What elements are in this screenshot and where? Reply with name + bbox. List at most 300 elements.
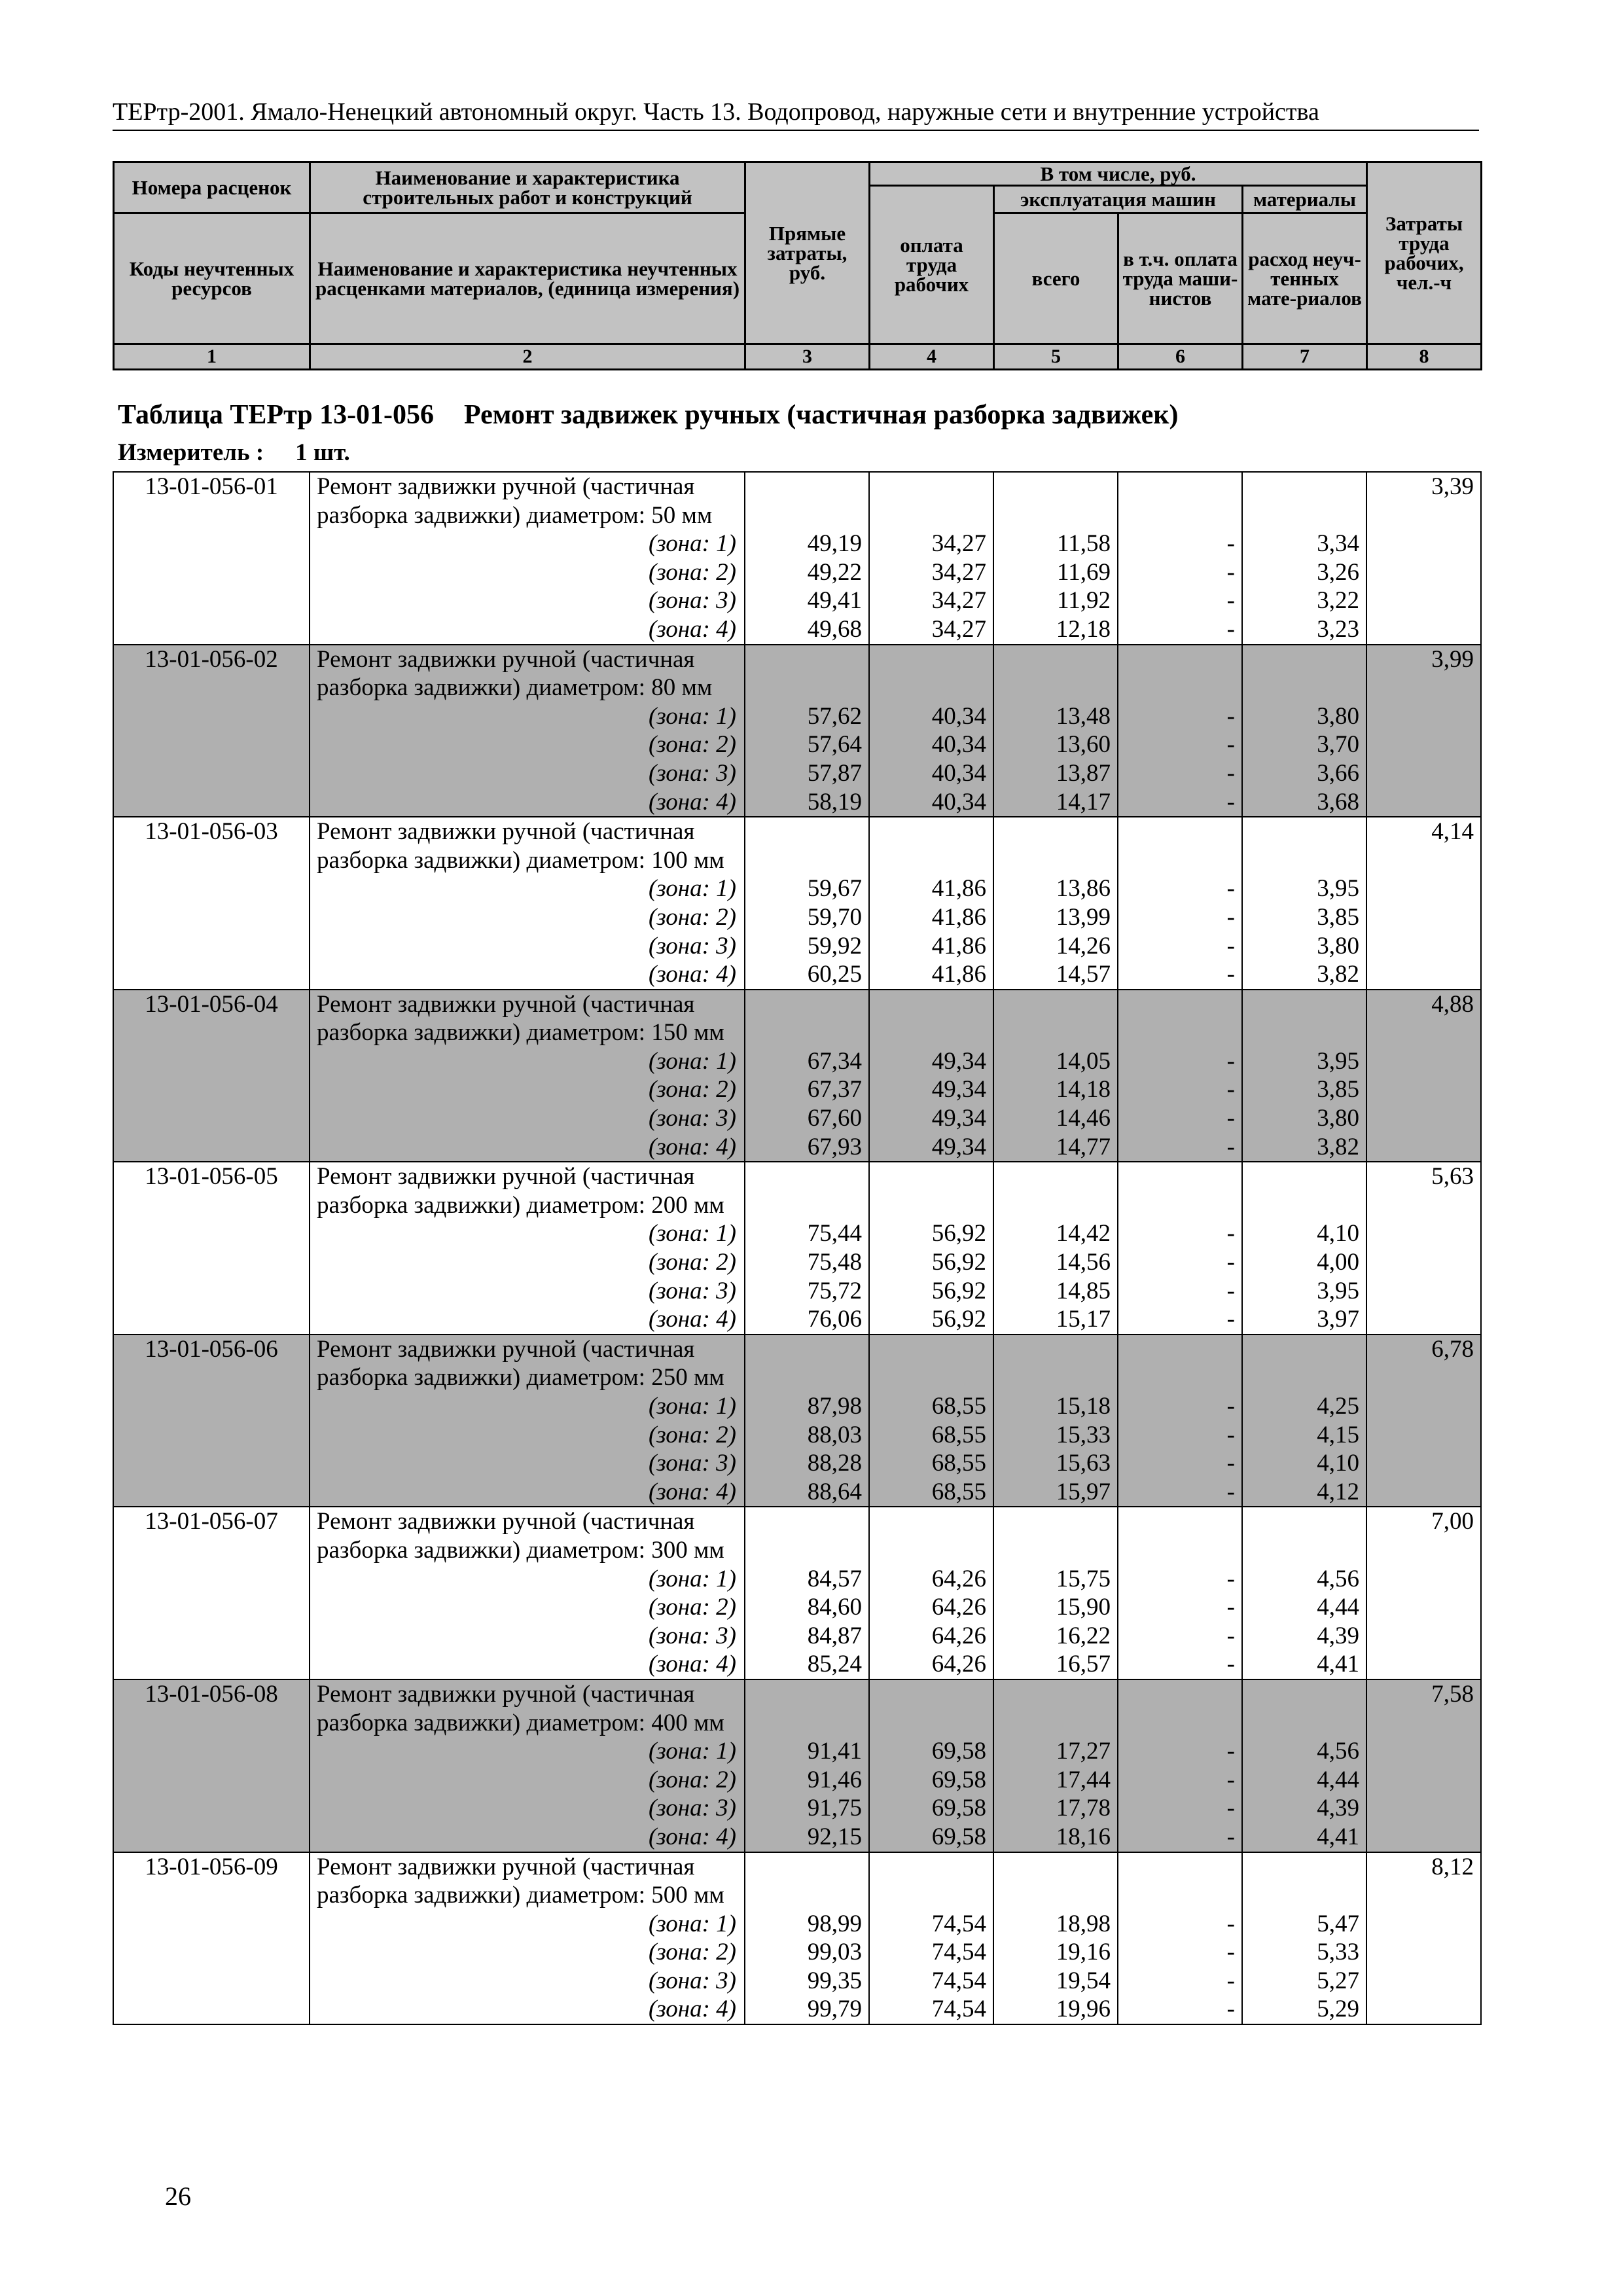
material-cost: 5,27 [1317, 1967, 1359, 1994]
machinist-wage: - [1226, 1249, 1235, 1276]
labor-cost: 7,58 [1431, 1680, 1474, 1708]
machinist-wage-cell [1118, 645, 1242, 817]
labor-cost: 7,00 [1431, 1508, 1474, 1535]
work-name-line: Ремонт задвижки ручной (частичная [317, 1680, 695, 1708]
direct-cost: 91,41 [807, 1738, 862, 1765]
blank-line [1243, 473, 1359, 501]
table-row [113, 817, 1481, 990]
worker-wage: 40,34 [931, 788, 986, 816]
material-cost: 3,70 [1317, 731, 1359, 759]
machine-total: 15,75 [1056, 1565, 1111, 1592]
machinist-wage: - [1226, 932, 1235, 960]
blank-line [745, 473, 862, 501]
rate-code: 13-01-056-05 [145, 1163, 278, 1191]
direct-cost: 84,60 [807, 1594, 862, 1621]
machine-total: 15,63 [1056, 1450, 1111, 1477]
direct-cost: 92,15 [807, 1823, 862, 1850]
zone-label: (зона: 2) [648, 1594, 736, 1621]
work-name-line: разборка задвижки) диаметром: 100 мм [317, 846, 724, 874]
machinist-wage: - [1226, 1478, 1235, 1505]
blank-line [870, 645, 986, 674]
zone-label: (зона: 1) [648, 1565, 736, 1592]
direct-cost-cell [745, 1162, 869, 1335]
blank-line [994, 1018, 1111, 1047]
blank-line [994, 673, 1111, 702]
direct-cost: 59,92 [807, 932, 862, 960]
direct-cost: 88,28 [807, 1450, 862, 1477]
direct-cost-cell [745, 1679, 869, 1852]
material-cost: 3,85 [1317, 1076, 1359, 1103]
labor-cost: 3,39 [1431, 473, 1474, 500]
zone-label: (зона: 2) [648, 731, 736, 759]
machine-total: 13,99 [1056, 903, 1111, 931]
machinist-wage: - [1226, 903, 1235, 931]
material-cost: 3,80 [1317, 1105, 1359, 1132]
work-name-line: Ремонт задвижки ручной (частичная [317, 990, 695, 1018]
machinist-wage: - [1226, 1105, 1235, 1132]
blank-line [1243, 1162, 1359, 1191]
zone-label: (зона: 1) [648, 1047, 736, 1075]
machine-total: 14,18 [1056, 1076, 1111, 1103]
rate-code-cell [113, 1507, 310, 1679]
machine-total-cell [993, 1507, 1118, 1679]
work-name-line: Ремонт задвижки ручной (частичная [317, 1163, 695, 1191]
zone-label: (зона: 3) [648, 759, 736, 787]
material-cost: 4,10 [1317, 1450, 1359, 1477]
col-number: 4 [870, 344, 994, 370]
blank-line [1118, 1363, 1235, 1392]
labor-cost: 4,14 [1431, 818, 1474, 846]
zone-label: (зона: 3) [648, 1105, 736, 1132]
machine-total: 18,98 [1056, 1910, 1111, 1937]
worker-wage: 64,26 [931, 1651, 986, 1678]
machine-total: 13,86 [1056, 875, 1111, 903]
blank-line [1243, 1881, 1359, 1910]
work-name-cell [310, 990, 745, 1162]
material-cost-cell [1242, 1507, 1366, 1679]
labor-cost: 4,88 [1431, 990, 1474, 1018]
worker-wage-cell [869, 817, 993, 990]
blank-line [1243, 645, 1359, 674]
work-name-cell [310, 817, 745, 990]
direct-cost: 60,25 [807, 961, 862, 988]
machine-total: 15,33 [1056, 1421, 1111, 1448]
machine-total-cell [993, 645, 1118, 817]
col-work-name: Наименование и характеристика строительных работ и конструкций [310, 162, 745, 213]
machine-total-cell [993, 1679, 1118, 1852]
worker-wage-cell [869, 1335, 993, 1507]
blank-line [870, 1363, 986, 1392]
zone-label: (зона: 2) [648, 903, 736, 931]
blank-line [1118, 673, 1235, 702]
blank-line [1243, 501, 1359, 530]
blank-line [1118, 1853, 1235, 1882]
direct-cost: 75,48 [807, 1249, 862, 1276]
blank-line [1118, 1680, 1235, 1709]
machine-total: 14,17 [1056, 788, 1111, 816]
col-number: 2 [310, 344, 745, 370]
blank-line [1243, 1709, 1359, 1738]
machine-total: 19,96 [1056, 1996, 1111, 2023]
material-cost: 5,29 [1317, 1996, 1359, 2023]
direct-cost-cell [745, 1335, 869, 1507]
material-cost: 4,56 [1317, 1565, 1359, 1592]
column-header-table [113, 161, 1482, 370]
blank-line [745, 846, 862, 875]
blank-line [1118, 1709, 1235, 1738]
machinist-wage: - [1226, 1738, 1235, 1765]
worker-wage: 68,55 [931, 1478, 986, 1505]
machinist-wage: - [1226, 1306, 1235, 1333]
blank-line [870, 501, 986, 530]
table-row [113, 990, 1481, 1162]
material-cost-cell [1242, 1335, 1366, 1507]
material-cost-cell [1242, 472, 1366, 645]
material-cost: 4,39 [1317, 1622, 1359, 1649]
worker-wage: 69,58 [931, 1823, 986, 1850]
zone-label: (зона: 2) [648, 1249, 736, 1276]
work-name-line: Ремонт задвижки ручной (частичная [317, 1335, 695, 1363]
machinist-wage: - [1226, 961, 1235, 988]
material-cost-cell [1242, 1162, 1366, 1335]
material-cost: 5,47 [1317, 1910, 1359, 1937]
blank-line [745, 1018, 862, 1047]
machine-total: 18,16 [1056, 1823, 1111, 1850]
machine-total: 13,48 [1056, 702, 1111, 730]
labor-cost: 8,12 [1431, 1853, 1474, 1880]
work-name-line: разборка задвижки) диаметром: 500 мм [317, 1882, 724, 1909]
work-name-cell [310, 1162, 745, 1335]
work-name-line: разборка задвижки) диаметром: 80 мм [317, 674, 713, 702]
labor-cost-cell [1366, 1162, 1481, 1335]
worker-wage: 49,34 [931, 1076, 986, 1103]
machine-total: 19,54 [1056, 1967, 1111, 1994]
blank-line [745, 1881, 862, 1910]
col-number: 3 [745, 344, 870, 370]
machine-total: 14,57 [1056, 961, 1111, 988]
direct-cost: 67,37 [807, 1076, 862, 1103]
machinist-wage: - [1226, 1622, 1235, 1649]
direct-cost: 67,60 [807, 1105, 862, 1132]
material-cost: 4,10 [1317, 1220, 1359, 1247]
blank-line [870, 1853, 986, 1882]
machinist-wage: - [1226, 1910, 1235, 1937]
blank-line [1118, 1507, 1235, 1536]
col-worker-wages: оплата труда рабочих [870, 186, 994, 344]
direct-cost: 59,70 [807, 903, 862, 931]
direct-cost-cell [745, 990, 869, 1162]
direct-cost: 49,22 [807, 558, 862, 586]
worker-wage: 34,27 [931, 615, 986, 643]
blank-line [1118, 1335, 1235, 1364]
zone-label: (зона: 2) [648, 1421, 736, 1448]
work-name-cell [310, 1852, 745, 2025]
direct-cost: 75,72 [807, 1277, 862, 1304]
col-number: 5 [994, 344, 1118, 370]
zone-label: (зона: 3) [648, 932, 736, 960]
col-resource-codes: Коды неучтенных ресурсов [114, 213, 310, 344]
material-cost: 3,82 [1317, 1133, 1359, 1160]
machinist-wage: - [1226, 1939, 1235, 1966]
worker-wage: 56,92 [931, 1306, 986, 1333]
direct-cost: 99,35 [807, 1967, 862, 1994]
rate-code: 13-01-056-07 [145, 1508, 278, 1535]
blank-line [1243, 846, 1359, 875]
blank-line [745, 1162, 862, 1191]
labor-cost-cell [1366, 645, 1481, 817]
worker-wage-cell [869, 645, 993, 817]
machine-total: 13,60 [1056, 731, 1111, 759]
unit-label: Измеритель : [118, 439, 264, 466]
col-number: 6 [1118, 344, 1243, 370]
zone-label: (зона: 3) [648, 1795, 736, 1822]
material-cost-cell [1242, 1679, 1366, 1852]
blank-line [1118, 473, 1235, 501]
blank-line [994, 817, 1111, 846]
labor-cost-cell [1366, 1679, 1481, 1852]
blank-line [745, 1536, 862, 1565]
blank-line [1243, 1536, 1359, 1565]
machinist-wage: - [1226, 1795, 1235, 1822]
zone-label: (зона: 1) [648, 530, 736, 558]
blank-line [745, 673, 862, 702]
unit-of-measure [118, 439, 350, 467]
rate-code: 13-01-056-03 [145, 818, 278, 846]
blank-line [745, 1335, 862, 1364]
material-cost: 3,82 [1317, 961, 1359, 988]
zone-label: (зона: 4) [648, 1133, 736, 1160]
blank-line [1243, 1853, 1359, 1882]
worker-wage: 56,92 [931, 1220, 986, 1247]
rate-code-cell [113, 817, 310, 990]
rate-code: 13-01-056-06 [145, 1335, 278, 1363]
labor-cost-cell [1366, 817, 1481, 990]
machinist-wage: - [1226, 1076, 1235, 1103]
machine-total: 14,56 [1056, 1249, 1111, 1276]
rate-code-cell [113, 645, 310, 817]
zone-label: (зона: 3) [648, 1450, 736, 1477]
table-row [113, 1679, 1481, 1852]
machine-total: 15,97 [1056, 1478, 1111, 1505]
direct-cost: 88,64 [807, 1478, 862, 1505]
zone-label: (зона: 2) [648, 1939, 736, 1966]
blank-line [870, 1191, 986, 1220]
material-cost-cell [1242, 990, 1366, 1162]
zone-label: (зона: 4) [648, 1478, 736, 1505]
table-label: Таблица ТЕРтр 13-01-056 [118, 400, 435, 430]
direct-cost: 49,41 [807, 587, 862, 615]
blank-line [994, 473, 1111, 501]
material-cost: 3,80 [1317, 702, 1359, 730]
machine-total: 15,17 [1056, 1306, 1111, 1333]
worker-wage-cell [869, 472, 993, 645]
machine-total: 17,27 [1056, 1738, 1111, 1765]
worker-wage: 40,34 [931, 731, 986, 759]
labor-cost-cell [1366, 472, 1481, 645]
blank-line [994, 990, 1111, 1019]
col-material-consumption: расход неуч-тенных мате-риалов [1243, 213, 1367, 344]
machinist-wage-cell [1118, 990, 1242, 1162]
zone-label: (зона: 1) [648, 1738, 736, 1765]
rates-table [113, 471, 1482, 2025]
col-rate-numbers: Номера расценок [114, 162, 310, 213]
machine-total: 16,57 [1056, 1651, 1111, 1678]
rate-code-cell [113, 990, 310, 1162]
table-row [113, 472, 1481, 645]
machine-total-cell [993, 1335, 1118, 1507]
machinist-wage-cell [1118, 1507, 1242, 1679]
material-cost: 3,26 [1317, 558, 1359, 586]
direct-cost-cell [745, 1507, 869, 1679]
worker-wage: 64,26 [931, 1594, 986, 1621]
blank-line [745, 1680, 862, 1709]
blank-line [1118, 1162, 1235, 1191]
machinist-wage: - [1226, 1651, 1235, 1678]
machinist-wage: - [1226, 1565, 1235, 1592]
blank-line [870, 1881, 986, 1910]
work-name-line: разборка задвижки) диаметром: 50 мм [317, 501, 713, 529]
blank-line [1243, 673, 1359, 702]
material-cost: 5,33 [1317, 1939, 1359, 1966]
machine-total: 19,16 [1056, 1939, 1111, 1966]
blank-line [1118, 1881, 1235, 1910]
zone-label: (зона: 2) [648, 1076, 736, 1103]
table-row [113, 645, 1481, 817]
blank-line [1118, 817, 1235, 846]
rate-code-cell [113, 1679, 310, 1852]
work-name-line: Ремонт задвижки ручной (частичная [317, 645, 695, 673]
worker-wage: 69,58 [931, 1738, 986, 1765]
machinist-wage: - [1226, 1133, 1235, 1160]
rate-code: 13-01-056-01 [145, 473, 278, 500]
blank-line [870, 1507, 986, 1536]
zone-label: (зона: 1) [648, 1393, 736, 1420]
rate-code: 13-01-056-08 [145, 1680, 278, 1708]
blank-line [745, 501, 862, 530]
machinist-wage-cell [1118, 1679, 1242, 1852]
machinist-wage: - [1226, 1967, 1235, 1994]
direct-cost: 57,64 [807, 731, 862, 759]
zone-label: (зона: 3) [648, 1277, 736, 1304]
machinist-wage: - [1226, 875, 1235, 903]
direct-cost: 98,99 [807, 1910, 862, 1937]
direct-cost: 84,87 [807, 1622, 862, 1649]
blank-line [1243, 990, 1359, 1019]
blank-line [994, 501, 1111, 530]
blank-line [1243, 1191, 1359, 1220]
table-row [113, 1162, 1481, 1335]
machinist-wage: - [1226, 615, 1235, 643]
machinist-wage: - [1226, 702, 1235, 730]
blank-line [1243, 1507, 1359, 1536]
blank-line [1243, 1363, 1359, 1392]
work-name-line: Ремонт задвижки ручной (частичная [317, 1508, 695, 1535]
blank-line [994, 1162, 1111, 1191]
zone-label: (зона: 1) [648, 1220, 736, 1247]
worker-wage: 34,27 [931, 587, 986, 615]
machine-total: 11,92 [1057, 587, 1111, 615]
material-cost: 3,68 [1317, 788, 1359, 816]
work-name-line: разборка задвижки) диаметром: 150 мм [317, 1019, 724, 1047]
zone-label: (зона: 4) [648, 1651, 736, 1678]
machinist-wage: - [1226, 587, 1235, 615]
rate-code-cell [113, 472, 310, 645]
direct-cost: 76,06 [807, 1306, 862, 1333]
table-title: Ремонт задвижек ручных (частичная разборка задвижек) [464, 400, 1179, 430]
worker-wage-cell [869, 1852, 993, 2025]
machinist-wage: - [1226, 788, 1235, 816]
zone-label: (зона: 4) [648, 615, 736, 643]
blank-line [870, 1536, 986, 1565]
machinist-wage: - [1226, 1823, 1235, 1850]
material-cost: 3,95 [1317, 875, 1359, 903]
work-name-line: Ремонт задвижки ручной (частичная [317, 818, 695, 846]
work-name-line: разборка задвижки) диаметром: 300 мм [317, 1536, 724, 1564]
machine-total: 11,69 [1057, 558, 1111, 586]
machine-total: 15,90 [1056, 1594, 1111, 1621]
work-name-line: разборка задвижки) диаметром: 250 мм [317, 1364, 724, 1391]
labor-cost-cell [1366, 1335, 1481, 1507]
direct-cost: 67,93 [807, 1133, 862, 1160]
machine-total: 16,22 [1056, 1622, 1111, 1649]
col-material-name: Наименование и характеристика неучтенных расценками материалов, (единица измерения) [310, 213, 745, 344]
direct-cost: 75,44 [807, 1220, 862, 1247]
material-cost: 3,97 [1317, 1306, 1359, 1333]
blank-line [994, 1363, 1111, 1392]
material-cost: 3,80 [1317, 932, 1359, 960]
labor-cost: 5,63 [1431, 1163, 1474, 1191]
zone-label: (зона: 2) [648, 1766, 736, 1793]
material-cost: 3,22 [1317, 587, 1359, 615]
blank-line [1118, 501, 1235, 530]
direct-cost: 57,87 [807, 759, 862, 787]
blank-line [870, 1018, 986, 1047]
machinist-wage-cell [1118, 1335, 1242, 1507]
labor-cost-cell [1366, 1507, 1481, 1679]
material-cost: 4,25 [1317, 1393, 1359, 1420]
blank-line [870, 473, 986, 501]
worker-wage: 56,92 [931, 1249, 986, 1276]
worker-wage: 49,34 [931, 1133, 986, 1160]
material-cost: 4,44 [1317, 1766, 1359, 1793]
blank-line [994, 1536, 1111, 1565]
direct-cost-cell [745, 472, 869, 645]
blank-line [994, 1881, 1111, 1910]
machine-total: 17,44 [1056, 1766, 1111, 1793]
machine-total: 14,77 [1056, 1133, 1111, 1160]
blank-line [745, 990, 862, 1019]
direct-cost: 91,75 [807, 1795, 862, 1822]
machine-total-cell [993, 472, 1118, 645]
rate-code: 13-01-056-09 [145, 1853, 278, 1880]
direct-cost: 59,67 [807, 875, 862, 903]
zone-label: (зона: 4) [648, 1823, 736, 1850]
work-name-cell [310, 1507, 745, 1679]
worker-wage: 41,86 [931, 961, 986, 988]
material-cost: 4,39 [1317, 1795, 1359, 1822]
blank-line [745, 1507, 862, 1536]
direct-cost-cell [745, 1852, 869, 2025]
zone-label: (зона: 3) [648, 587, 736, 615]
machinist-wage-cell [1118, 472, 1242, 645]
worker-wage: 64,26 [931, 1565, 986, 1592]
col-number: 1 [114, 344, 310, 370]
rate-code-cell [113, 1335, 310, 1507]
direct-cost: 91,46 [807, 1766, 862, 1793]
direct-cost: 99,03 [807, 1939, 862, 1966]
blank-line [994, 1335, 1111, 1364]
machine-total: 17,78 [1056, 1795, 1111, 1822]
